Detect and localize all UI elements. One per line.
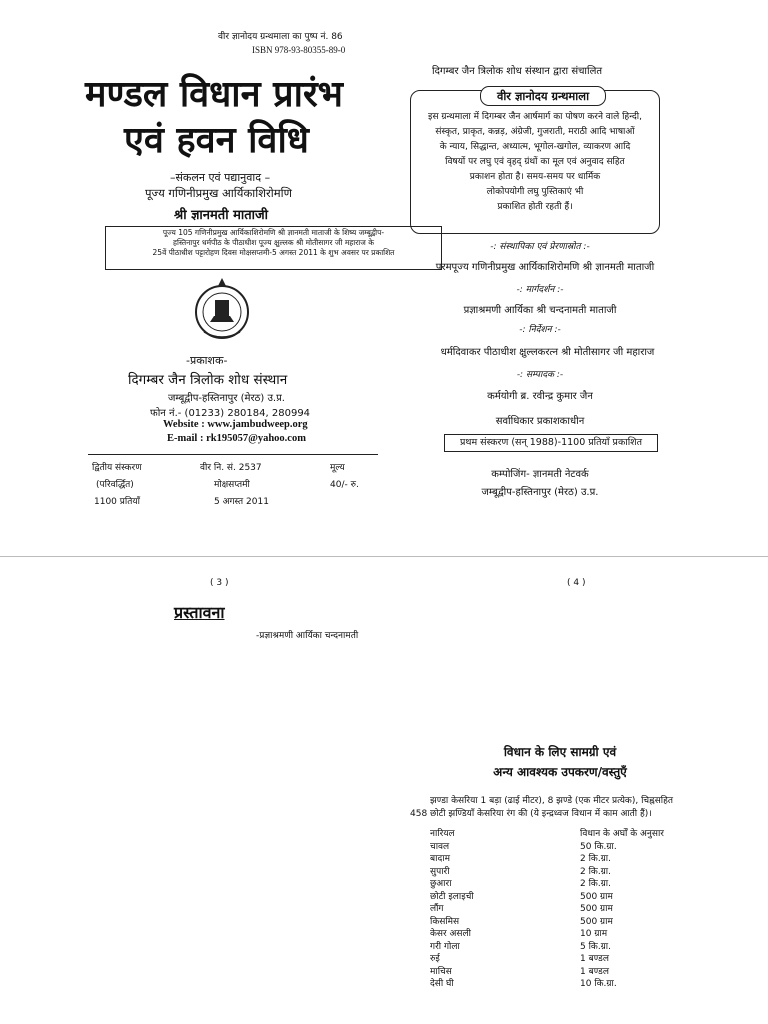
table-cell: छोटी इलाइची	[430, 891, 474, 902]
table-cell: 10 ग्राम	[580, 929, 608, 939]
table-cell: देसी घी	[430, 979, 454, 989]
table-cell: केसर असली	[430, 929, 471, 939]
table-row	[410, 928, 710, 941]
table-row	[410, 953, 710, 966]
series-line: संस्कृत, प्राकृत, कन्नड़, अंग्रेजी, गुजराती, मराठी आदि भाषाओं	[435, 127, 635, 137]
table-cell: रुई	[430, 954, 440, 964]
first-edition-box: प्रथम संस्करण (सन् 1988)-1100 प्रतियाँ प्रकाशित	[444, 434, 658, 452]
page-separator	[0, 556, 768, 557]
series-number: वीर ज्ञानोदय ग्रन्थमाला का पुष्प नं. 86	[218, 32, 343, 42]
edition-copies: 1100 प्रतियाँ	[94, 497, 140, 507]
book-title-line2: एवं हवन विधि	[124, 120, 309, 161]
flag-line: 458 छोटी झण्डियाँ केसरिया रंग की (ये इन्द्रध्वज विधान में काम आती हैं)।	[410, 808, 652, 819]
table-cell: माचिस	[430, 966, 452, 977]
notice-line: पूज्य 105 गणिनीप्रमुख आर्यिकाशिरोमणि श्री ज्ञानमती माताजी के शिष्य जम्बूद्वीप-	[162, 228, 385, 237]
director-name: धर्मदिवाकर पीठाधीश क्षुल्लकरत्न श्री मोतीसागर जी महाराज	[440, 347, 655, 358]
author-name: श्री ज्ञानमती माताजी	[174, 208, 269, 223]
series-line: प्रकाशित होती रहती हैं।	[497, 202, 573, 212]
table-row	[410, 903, 710, 916]
author-title: पूज्य गणिनीप्रमुख आर्यिकाशिरोमणि	[145, 186, 292, 200]
preface-heading: प्रस्तावना	[174, 603, 225, 622]
table-cell: किसमिस	[430, 916, 460, 927]
table-cell: विधान के अर्घों के अनुसार	[580, 829, 664, 839]
date-gregorian: 5 अगस्त 2011	[214, 497, 269, 507]
series-line: इस ग्रन्थमाला में दिगम्बर जैन आर्षमार्ग का पोषण करने वाले हिन्दी,	[428, 112, 642, 122]
composing-credit: कम्पोजिंग- ज्ञानमती नेटवर्क	[491, 469, 589, 480]
table-cell: चावल	[430, 841, 450, 852]
preface-byline: -प्रज्ञाश्रमणी आर्यिका चन्दनामती	[256, 631, 359, 641]
table-cell: 500 ग्राम	[580, 904, 613, 914]
edition-label: द्वितीय संस्करण	[92, 463, 142, 473]
series-header: दिगम्बर जैन त्रिलोक शोध संस्थान द्वारा संचालित	[432, 66, 603, 77]
table-cell: बादाम	[430, 854, 450, 864]
table-cell: सुपारी	[430, 866, 450, 877]
materials-heading-line2: अन्य आवश्यक उपकरण/वस्तुएँ	[493, 765, 627, 779]
table-cell: 2 कि.ग्रा.	[580, 879, 611, 889]
table-row	[410, 841, 710, 854]
table-cell: 5 कि.ग्रा.	[580, 941, 611, 952]
flag-line: झण्डा केसरिया 1 बड़ा (ढाई मीटर), 8 झण्डे (एक मीटर प्रत्येक), चिह्नसहित	[430, 796, 674, 806]
founder-name: परमपूज्य गणिनीप्रमुख आर्यिकाशिरोमणि श्री ज्ञानमती माताजी	[435, 262, 655, 273]
notice-line: 25वें पीठाधीश पट्टारोहण दिवस मोक्षसप्तमी-5 अगस्त 2011 के शुभ अवसर पर प्रकाशित	[152, 248, 395, 257]
table-row	[410, 866, 710, 879]
publisher-email[interactable]: E-mail : rk195057@yahoo.com	[167, 433, 306, 444]
table-row	[410, 941, 710, 954]
founder-label: -: संस्थापिका एवं प्रेरणास्रोत :-	[490, 242, 590, 252]
publisher-address: जम्बूद्वीप-हस्तिनापुर (मेरठ) उ.प्र.	[168, 393, 285, 404]
table-row	[410, 878, 710, 891]
publisher-phone: फोन नं.- (01233) 280184, 280994	[150, 408, 311, 419]
series-line: विषयों पर लघु एवं वृहद् ग्रंथों का मूल एवं अनुवाद सहित	[445, 157, 625, 167]
table-cell: 1 बण्डल	[580, 954, 609, 964]
price-value: 40/- रु.	[330, 480, 359, 490]
publisher-website[interactable]: Website : www.jambudweep.org	[163, 419, 308, 430]
series-line: प्रकाशन होता है। समय-समय पर धार्मिक	[469, 172, 601, 182]
composing-address: जम्बूद्वीप-हस्तिनापुर (मेरठ) उ.प्र.	[481, 487, 599, 498]
occasion-notice-box	[105, 226, 442, 270]
table-cell: 50 कि.ग्रा.	[580, 841, 617, 852]
guide-label: -: मार्गदर्शन :-	[516, 285, 564, 295]
book-title-line1: मण्डल विधान प्रारंभ	[85, 74, 343, 115]
table-cell: 1 बण्डल	[580, 966, 609, 977]
series-description	[415, 110, 655, 215]
jambudweep-emblem-icon	[182, 272, 262, 342]
series-title: वीर ज्ञानोदय ग्रन्थमाला	[480, 86, 606, 106]
publisher-name: दिगम्बर जैन त्रिलोक शोध संस्थान	[128, 372, 288, 388]
table-row	[410, 853, 710, 866]
director-label: -: निर्देशन :-	[519, 325, 561, 335]
table-cell: नारियल	[430, 829, 455, 839]
table-cell: गरी गोला	[430, 941, 460, 952]
editor-name: कर्मयोगी ब्र. रवीन्द्र कुमार जैन	[487, 391, 593, 402]
table-row	[410, 891, 710, 904]
editor-label: -: सम्पादक :-	[516, 370, 564, 380]
edition-revised: (परिवर्द्धित)	[96, 480, 134, 490]
series-line: के न्याय, सिद्धान्त, अध्यात्म, भूगोल-खगोल, व्याकरण आदि	[439, 142, 631, 152]
table-cell: छुआरा	[430, 879, 452, 889]
table-row	[410, 916, 710, 929]
table-header-row	[410, 828, 710, 841]
page-number: ( 3 )	[210, 578, 229, 588]
table-cell: लौंग	[430, 904, 444, 914]
publisher-label: -प्रकाशक-	[186, 354, 228, 367]
page-number: ( 4 )	[567, 578, 586, 588]
notice-line: हस्तिनापुर धर्मपीठ के पीठाधीश पूज्य क्षुल्लक श्री मोतीसागर जी महाराज के	[173, 238, 374, 247]
isbn: ISBN 978-93-80355-89-0	[252, 45, 346, 55]
date-occasion: मोक्षसप्तमी	[214, 480, 250, 490]
compilation-label: –संकलन एवं पद्यानुवाद –	[170, 171, 271, 184]
table-cell: 500 ग्राम	[580, 891, 613, 902]
guide-name: प्रज्ञाश्रमणी आर्यिका श्री चन्दनामती माताजी	[463, 305, 617, 316]
table-cell: 2 कि.ग्रा.	[580, 854, 611, 864]
divider	[88, 454, 378, 455]
table-row	[410, 978, 710, 991]
materials-heading-line1: विधान के लिए सामग्री एवं	[503, 745, 617, 759]
date-vns: वीर नि. सं. 2537	[200, 463, 262, 473]
flag-description	[410, 795, 700, 820]
rights-note: सर्वाधिकार प्रकाशकाधीन	[495, 416, 585, 427]
table-row	[410, 966, 710, 979]
table-cell: 500 ग्राम	[580, 916, 613, 927]
table-cell: 10 कि.ग्रा.	[580, 979, 617, 989]
table-cell: 2 कि.ग्रा.	[580, 866, 611, 877]
price-label: मूल्य	[330, 463, 345, 473]
materials-table	[410, 828, 710, 991]
series-line: लोकोपयोगी लघु पुस्तिकाएं भी	[486, 187, 584, 197]
